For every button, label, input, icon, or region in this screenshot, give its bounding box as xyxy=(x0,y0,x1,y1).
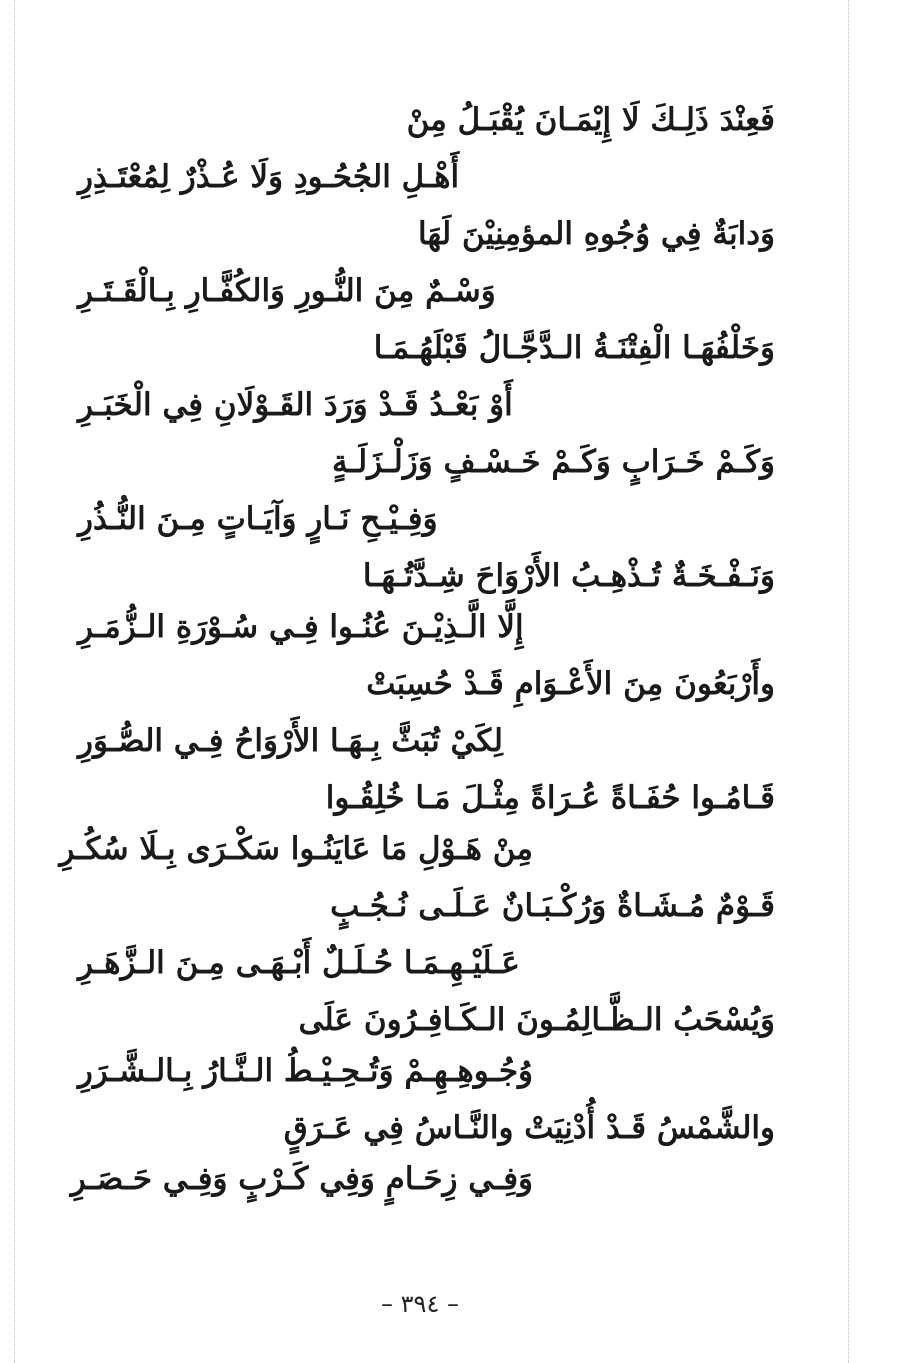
verse-line: وَفِـي زِحَـامٍ وَفِي كَـرْبٍ وَفِـي حَـصَـرِ xyxy=(70,1161,533,1197)
verse-line: وَسْـمٌ مِنَ النُّـورِ وَالكُفَّـارِ بِـالْقَـتَـرِ xyxy=(78,273,496,309)
page-number: – ٣٩٤ – xyxy=(381,1290,459,1318)
verse-line: مِنْ هَـوْلِ مَا عَايَنُـوا سَكْـرَى بِـلَا سُكُـرِ xyxy=(59,831,533,867)
verse-line: أَهْـلِ الجُحُـودِ وَلَا عُـذْرٌ لِمُعْتَـذِرِ xyxy=(78,159,460,195)
verse-line: وَخَلْفُهَـا الْفِتْنَـةُ الـدَّجَّـالُ قَبْلَهُـمَـا xyxy=(373,330,775,366)
verse-line: وأَرْبَعُونَ مِنَ الأَعْـوَامِ قَـدْ حُسِبَتْ xyxy=(366,666,775,702)
verse-line: لِكَيْ تُبَثَّ بِـهَـا الأَرْوَاحُ فِـي الصُّـوَرِ xyxy=(78,723,503,759)
verse-line: أَوْ بَعْـدُ قَـدْ وَرَدَ القَـوْلَانِ فِي الْخَبَـرِ xyxy=(78,387,513,423)
verse-line: وَدابَةٌ فِي وُجُوهِ المؤمِنِيْنَ لَهَا xyxy=(418,216,775,252)
verse-line: إِلَّا الَّـذِيْـنَ عُنُـوا فِـي سُـوْرَةِ الـزُّمَـرِ xyxy=(78,609,524,645)
verse-line: وُجُـوهِـهِـمْ وَتُـحِـيْـطُ الـنَّـارُ بِـالـشَّـرَرِ xyxy=(77,1053,533,1089)
verse-line: قَـامُـوا حُفَـاةً عُـرَاةً مِثْـلَ مَـا خُلِقُـوا xyxy=(325,780,775,816)
verse-line: فَعِنْدَ ذَلِـكَ لَا إِيْمَـانَ يُقْبَـلُ مِنْ xyxy=(406,102,775,138)
verse-line: عَـلَيْـهِـمَـا حُـلَـلٌ أَبْـهَـى مِـنَ الـزَّهَـرِ xyxy=(78,945,520,981)
verse-line: وَكَـمْ خَـرَابٍ وَكَـمْ خَـسْـفٍ وَزَلْـزَلَـةٍ xyxy=(332,444,775,480)
verse-line: والشَّمْسُ قَـدْ أُدْنِيَتْ والنَّـاسُ فِي عَـرَقٍ xyxy=(283,1110,775,1146)
verse-line: وَفِـيْـحِ نَـارٍ وَآيَـاتٍ مِـنَ النُّـذُرِ xyxy=(78,501,438,537)
verse-line: قَـوْمٌ مُـشَـاةٌ وَرُكْـبَـانٌ عَـلَـى نُـجُـبٍ xyxy=(330,888,775,924)
verse-line: وَيُسْحَبُ الـظَّـالِمُـونَ الـكَـافِـرُونَ عَلَى xyxy=(298,1002,775,1038)
verse-line: وَنَـفْـخَـةٌ تُـذْهِـبُ الأَرْوَاحَ شِـدَّتُـهَـا xyxy=(362,558,775,594)
